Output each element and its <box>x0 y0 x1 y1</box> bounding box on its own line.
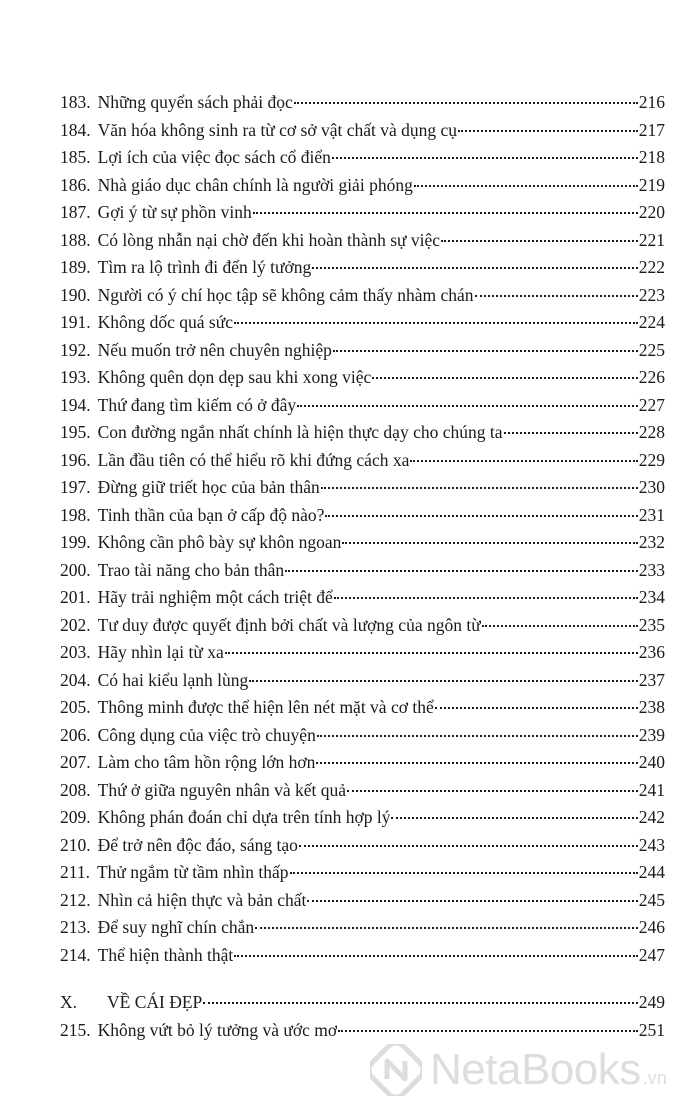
toc-entry-title: Thứ ở giữa nguyên nhân và kết quả <box>97 779 346 800</box>
toc-entry <box>60 858 665 886</box>
dot-leader <box>316 761 637 764</box>
toc-entry <box>60 281 665 309</box>
dot-leader <box>342 541 637 544</box>
dot-leader <box>333 349 638 352</box>
toc-entry-page: 242 <box>638 807 665 827</box>
toc-entry-number: 188. <box>60 229 91 250</box>
toc-entry-page: 221 <box>638 229 665 250</box>
toc-entry-number: 186. <box>60 174 91 195</box>
toc-entry-title: Tìm ra lộ trình đi đến lý tưởng <box>97 257 312 277</box>
toc-entry-number: 213. <box>60 917 91 937</box>
dot-leader <box>249 679 637 682</box>
dot-leader <box>225 651 638 654</box>
netabooks-logo-icon <box>370 1044 422 1096</box>
toc-entry-title: Hãy trải nghiệm một cách triệt để <box>97 587 333 607</box>
toc-entry-page: 249 <box>638 992 665 1012</box>
toc-entry-title: Không quên dọn dẹp sau khi xong việc <box>97 367 372 387</box>
toc-entry-number: 196. <box>60 449 91 470</box>
toc-entry-number: 201. <box>60 587 91 607</box>
toc-entry-page: 232 <box>638 532 665 552</box>
toc-entry-page: 225 <box>638 339 665 360</box>
toc-entry-number: 199. <box>60 532 91 552</box>
toc-entry-page: 220 <box>638 202 665 222</box>
toc-entry-page: 230 <box>638 477 665 497</box>
toc-entry-page: 234 <box>638 587 665 607</box>
toc-entry-number: 190. <box>60 284 91 305</box>
toc-entry-page: 246 <box>638 917 665 937</box>
toc-entry <box>60 253 665 281</box>
toc-entry-number: 185. <box>60 147 91 167</box>
dot-leader <box>253 211 638 214</box>
toc-entry-number: 189. <box>60 257 91 277</box>
toc-entry <box>60 913 665 941</box>
toc-entry-number: 193. <box>60 367 91 387</box>
toc-entry-title: Không vứt bỏ lý tưởng và ước mơ <box>97 1019 338 1040</box>
toc-entry-title: Công dụng của việc trò chuyện <box>97 724 316 745</box>
toc-entry-number: 203. <box>60 642 91 662</box>
toc-entry-number: 206. <box>60 724 91 745</box>
toc-entry-title: Không dốc quá sức <box>97 312 233 332</box>
toc-entry <box>60 308 665 336</box>
toc-entry-page: 226 <box>638 367 665 387</box>
toc-entry-page: 218 <box>638 147 665 167</box>
toc-entry-title: Nếu muốn trở nên chuyên nghiệp <box>97 339 332 360</box>
dot-leader <box>372 376 637 379</box>
dot-leader <box>234 954 638 957</box>
toc-entry-page: 217 <box>638 119 665 140</box>
toc-entry-page: 219 <box>638 174 665 195</box>
toc-entry-title: Lợi ích của việc đọc sách cổ điển <box>97 147 331 167</box>
toc-entry <box>60 501 665 529</box>
toc-entry-title: Người có ý chí học tập sẽ không cảm thấy nhàm chán <box>97 284 474 305</box>
toc-entry <box>60 666 665 694</box>
toc-entry-number: 183. <box>60 92 91 112</box>
toc-entry-page: 223 <box>638 284 665 305</box>
toc-entry-number: 208. <box>60 779 91 800</box>
toc-entry <box>60 721 665 749</box>
toc-entry <box>60 116 665 144</box>
toc-entry-number: 194. <box>60 394 91 415</box>
toc-entry-number: 205. <box>60 697 91 717</box>
toc-entry-number: 187. <box>60 202 91 222</box>
toc-entry-page: 233 <box>638 559 665 580</box>
toc-entry-title: Thể hiện thành thật <box>97 944 234 965</box>
toc-entry-title: Văn hóa không sinh ra từ cơ sở vật chất và dụng cụ <box>97 119 458 140</box>
dot-leader <box>338 1029 638 1032</box>
toc-entry-title: Tinh thần của bạn ở cấp độ nào? <box>97 504 325 525</box>
toc-entry-page: 216 <box>638 92 665 112</box>
dot-leader <box>321 486 638 489</box>
toc-entry <box>60 391 665 419</box>
dot-leader <box>435 706 638 709</box>
toc-entry <box>60 418 665 446</box>
toc-entry-title: Tư duy được quyết định bởi chất và lượng của ngôn từ <box>97 614 481 635</box>
toc-entry <box>60 226 665 254</box>
toc-entry-page: 229 <box>638 449 665 470</box>
toc-entry-page: 224 <box>638 312 665 332</box>
toc-entry-page: 247 <box>638 944 665 965</box>
toc-entry <box>60 831 665 859</box>
toc-entry <box>60 611 665 639</box>
dot-leader <box>294 101 638 104</box>
dot-leader <box>482 624 638 627</box>
toc-entry <box>60 528 665 556</box>
toc-entry-page: 238 <box>638 697 665 717</box>
toc-entry-title: Để suy nghĩ chín chắn <box>97 917 255 937</box>
dot-leader <box>441 239 638 242</box>
toc-entry-page: 245 <box>638 889 665 910</box>
toc-entry <box>60 336 665 364</box>
toc-entry-title: Con đường ngắn nhất chính là hiện thực dạy cho chúng ta <box>97 422 503 442</box>
toc-entry-page: 227 <box>638 394 665 415</box>
toc-entry <box>60 446 665 474</box>
toc-entry-page: 241 <box>638 779 665 800</box>
toc-entry-title: Có hai kiểu lạnh lùng <box>97 669 249 690</box>
toc-entry <box>60 88 665 116</box>
watermark <box>370 1040 690 1100</box>
dot-leader <box>504 431 638 434</box>
toc-entry-title: Hãy nhìn lại từ xa <box>97 642 224 662</box>
toc-entry-number: 200. <box>60 559 91 580</box>
toc-entry <box>60 886 665 914</box>
dot-leader <box>307 899 637 902</box>
toc-entry-title: Lần đầu tiên có thể hiểu rõ khi đứng cách xa <box>97 449 410 470</box>
toc-entry-title: Nhìn cả hiện thực và bản chất <box>97 889 307 910</box>
dot-leader <box>325 514 637 517</box>
toc-entry-title: Những quyển sách phải đọc <box>97 92 293 112</box>
dot-leader <box>458 129 638 132</box>
toc-entry <box>60 556 665 584</box>
dot-leader <box>297 404 638 407</box>
toc-entry <box>60 776 665 804</box>
dot-leader <box>332 156 638 159</box>
toc-entry-number: 191. <box>60 312 91 332</box>
toc-entry-number: 210. <box>60 834 91 855</box>
toc-entry-page: 240 <box>638 752 665 772</box>
dot-leader <box>347 789 638 792</box>
toc-section-heading <box>60 988 665 1016</box>
toc-entry-title: Không cần phô bày sự khôn ngoan <box>97 532 342 552</box>
dot-leader <box>317 734 638 737</box>
toc-entry-number: 207. <box>60 752 91 772</box>
toc-entry-number: 198. <box>60 504 91 525</box>
toc-entry-title: Có lòng nhẫn nại chờ đến khi hoàn thành sự việc <box>97 229 441 250</box>
dot-leader <box>410 459 637 462</box>
toc-entry-title: Không phán đoán chỉ dựa trên tính hợp lý <box>97 807 391 827</box>
dot-leader <box>475 294 638 297</box>
toc-entry-title: Trao tài năng cho bản thân <box>97 559 285 580</box>
watermark-suffix: .vn <box>642 1067 667 1088</box>
dot-leader <box>290 871 638 874</box>
toc-entry <box>60 583 665 611</box>
toc-entry-title: Đừng giữ triết học của bản thân <box>97 477 320 497</box>
toc-entry-page: 236 <box>638 642 665 662</box>
toc-entry <box>60 693 665 721</box>
toc-entry <box>60 143 665 171</box>
toc-entry-title: Nhà giáo dục chân chính là người giải phóng <box>97 174 413 195</box>
toc-entry-title: VỀ CÁI ĐẸP <box>107 992 203 1012</box>
toc-entry <box>60 638 665 666</box>
toc-entry-number: 184. <box>60 119 91 140</box>
toc-entry-number: 202. <box>60 614 91 635</box>
toc-entry-page: 222 <box>638 257 665 277</box>
toc-entry-title: Làm cho tâm hồn rộng lớn hơn <box>97 752 316 772</box>
toc-entry-title: Gợi ý từ sự phồn vinh <box>97 202 252 222</box>
toc-entry <box>60 803 665 831</box>
toc-entry-number: 214. <box>60 944 91 965</box>
toc-entry-number: 215. <box>60 1019 91 1040</box>
dot-leader <box>299 844 638 847</box>
toc-entry-number: 212. <box>60 889 91 910</box>
toc-entry-number: X. <box>60 992 78 1012</box>
toc-entry-page: 237 <box>638 669 665 690</box>
toc-entry-page: 243 <box>638 834 665 855</box>
toc-entry <box>60 198 665 226</box>
toc-entry-page: 235 <box>638 614 665 635</box>
toc-entry-number: 192. <box>60 339 91 360</box>
dot-leader <box>391 816 637 819</box>
dot-leader <box>234 321 638 324</box>
dot-leader <box>255 926 638 929</box>
toc-entry <box>60 941 665 969</box>
toc-entry-title: Thứ đang tìm kiếm có ở đây <box>97 394 297 415</box>
toc-entry-number: 209. <box>60 807 91 827</box>
dot-leader <box>414 184 638 187</box>
dot-leader <box>285 569 638 572</box>
toc-entry-title: Thử ngắm từ tầm nhìn thấp <box>96 862 289 882</box>
toc-entry-number: 211. <box>60 862 90 882</box>
toc-entry <box>60 363 665 391</box>
toc-entry-page: 231 <box>638 504 665 525</box>
toc-entry-number: 197. <box>60 477 91 497</box>
dot-leader <box>203 1001 637 1004</box>
watermark-brand: NetaBooks <box>430 1045 641 1094</box>
toc-entry-page: 251 <box>638 1019 665 1040</box>
toc-entry-number: 204. <box>60 669 91 690</box>
toc-entry-number: 195. <box>60 422 91 442</box>
dot-leader <box>312 266 637 269</box>
toc-entry <box>60 748 665 776</box>
toc-entry-page: 244 <box>638 862 665 882</box>
toc-entry-title: Để trở nên độc đáo, sáng tạo <box>97 834 298 855</box>
toc-entry <box>60 171 665 199</box>
dot-leader <box>334 596 638 599</box>
toc-entry <box>60 473 665 501</box>
toc-entry-page: 239 <box>638 724 665 745</box>
toc-entry-page: 228 <box>638 422 665 442</box>
toc-entry-title: Thông minh được thể hiện lên nét mặt và cơ thể <box>97 697 434 717</box>
